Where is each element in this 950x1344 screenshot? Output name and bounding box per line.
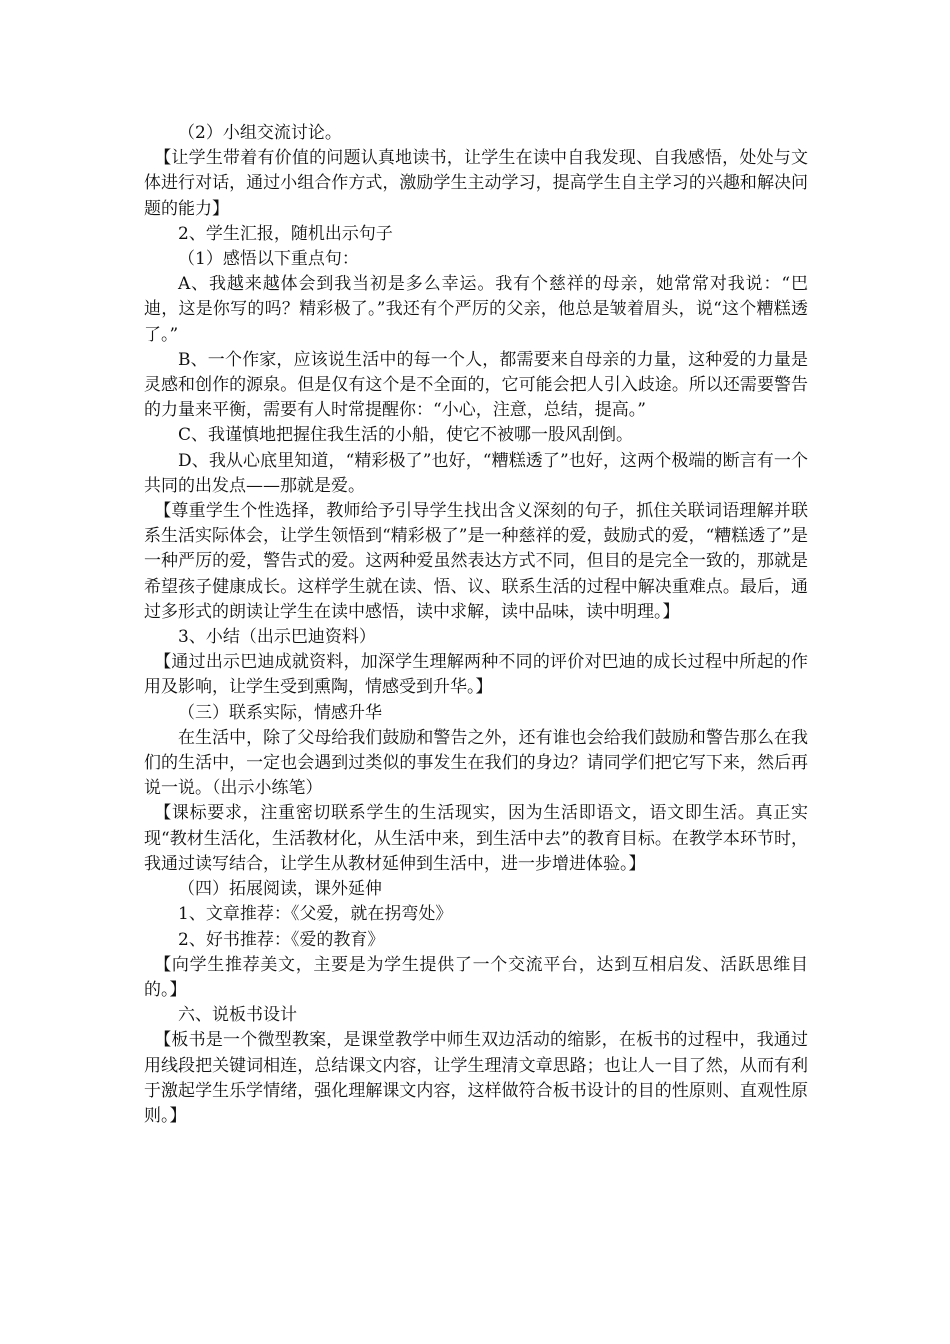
paragraph-article-recommendation: 1、文章推荐：《父爱，就在拐弯处》 — [178, 904, 453, 925]
document-page — [144, 121, 808, 1129]
paragraph-sentence-b: B、一个作家，应该说生活中的每一个人，都需要来自母亲的力量，这种爱的力量是灵感和创作的源泉。但是仅有这个是不全面的，它可能会把人引入歧途。所以还需要警告的力量来平衡，需要有人时常提醒你：“小心，注意，总结，提高。” — [144, 349, 808, 421]
section-heading-real-life: （三）联系实际，情感升华 — [178, 702, 382, 723]
paragraph-group-discussion: （2）小组交流讨论。 — [178, 123, 342, 143]
note-blackboard-design: 【板书是一个微型教案，是课堂教学中师生双边活动的缩影，在板书的过程中，我通过用线段把关键词相连，总结课文内容，让学生理清文章思路；也让人一目了然，从而有利于激起学生乐学情绪，强化理解课文内容，这样做符合板书设计的目的性原则、直观性原则。】 — [144, 1030, 808, 1126]
paragraph-sentence-d: D、我从心底里知道，“精彩极了”也好，“糟糕透了”也好，这两个极端的断言有一个共同的出发点——那就是爱。 — [144, 450, 808, 496]
note-curriculum-requirements: 【课标要求，注重密切联系学生的生活现实，因为生活即语文，语文即生活。真正实现“教材生活化，生活教材化，从生活中来，到生活中去”的教育目标。在教学本环节时，我通过读写结合，让学生从教材延伸到生活中，进一步增进体验。】 — [144, 803, 808, 874]
paragraph-book-recommendation: 2、好书推荐：《爱的教育》 — [178, 929, 385, 950]
paragraph-real-life: 在生活中，除了父母给我们鼓励和警告之外，还有谁也会给我们鼓励和警告那么在我们的生活中，一定也会遇到过类似的事发生在我们的身边？请同学们把它写下来，然后再说一说。（出示小练笔） — [144, 727, 808, 799]
section-heading-blackboard-design: 六、说板书设计 — [178, 1005, 297, 1026]
paragraph-key-sentences: （1）感悟以下重点句： — [178, 249, 359, 270]
note-recommend-articles: 【向学生推荐美文，主要是为学生提供了一个交流平台，达到互相启发、活跃思维目的。】 — [144, 954, 808, 1000]
paragraph-summary: 3、小结（出示巴迪资料） — [178, 627, 376, 648]
paragraph-sentence-c: C、我谨慎地把握住我生活的小船，使它不被哪一股风刮倒。 — [178, 425, 634, 446]
note-reading-with-questions: 【让学生带着有价值的问题认真地读书，让学生在读中自我发现、自我感悟，处处与文体进行对话，通过小组合作方式，激励学生主动学习，提高学生自主学习的兴趣和解决问题的能力】 — [144, 148, 808, 219]
note-badi-achievements: 【通过出示巴迪成就资料，加深学生理解两种不同的评价对巴迪的成长过程中所起的作用及影响，让学生受到熏陶，情感受到升华。】 — [144, 652, 808, 698]
note-respect-individuality: 【尊重学生个性选择，教师给予引导学生找出含义深刻的句子，抓住关联词语理解并联系生活实际体会，让学生领悟到“精彩极了”是一种慈祥的爱，鼓励式的爱，“糟糕透了”是一种严厉的爱，警告式的爱。这两种爱虽然表达方式不同，但目的是完全一致的，那就是希望孩子健康成长。这样学生就在读、悟、议、联系生活的过程中解决重难点。最后，通过多形式的朗读让学生在读中感悟，读中求解，读中品味，读中明理。】 — [144, 501, 808, 622]
paragraph-student-report: 2、学生汇报，随机出示句子 — [178, 223, 393, 244]
paragraph-sentence-a: A、我越来越体会到我当初是多么幸运。我有个慈祥的母亲，她常常对我说：“巴迪，这是你写的吗？精彩极了。”我还有个严厉的父亲，他总是皱着眉头，说“这个糟糕透了。” — [144, 274, 808, 345]
section-heading-extended-reading: （四）拓展阅读，课外延伸 — [178, 879, 382, 900]
